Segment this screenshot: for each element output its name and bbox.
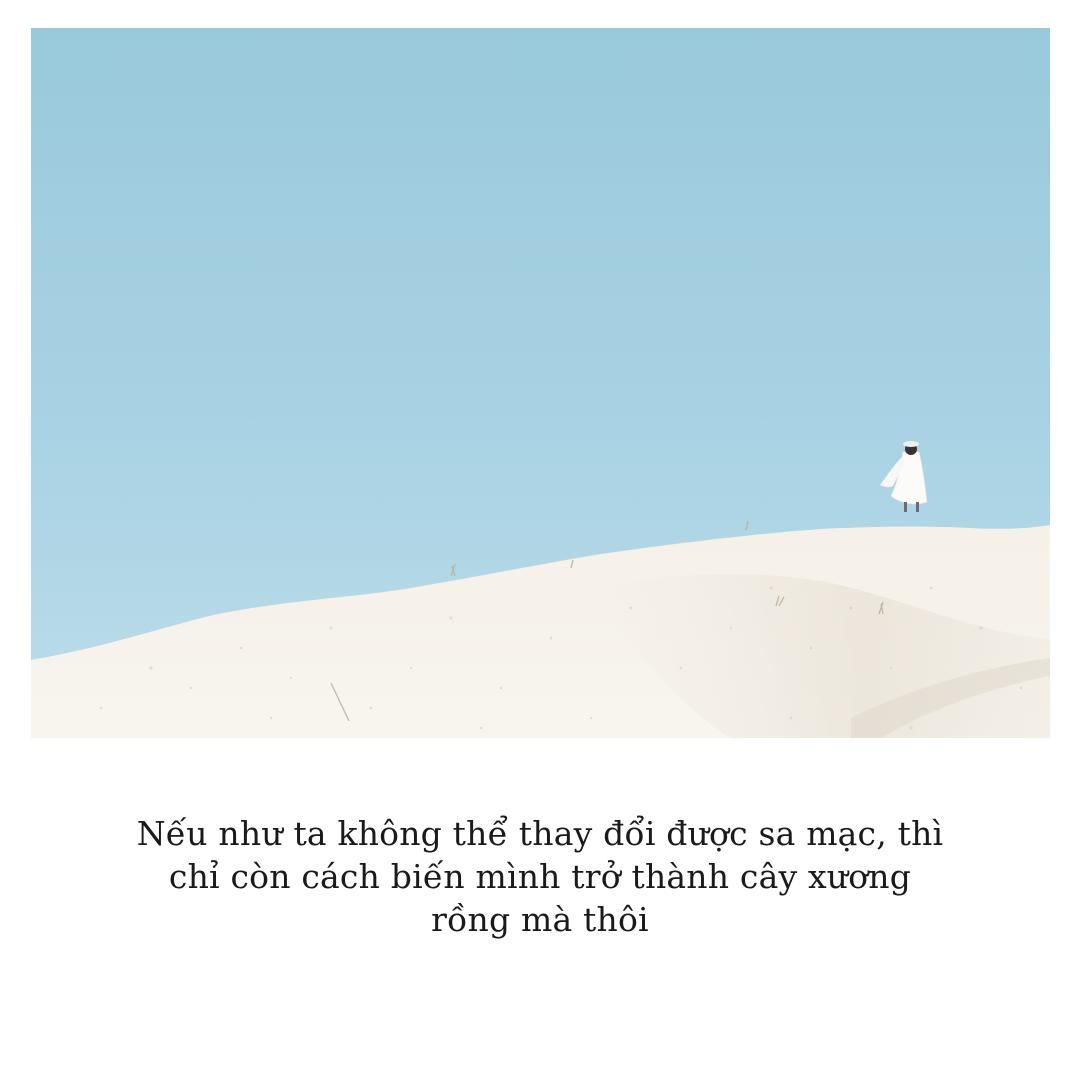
caption-line-1: Nếu như ta không thể thay đổi được sa mạc, thì <box>136 814 944 853</box>
photo-canvas <box>31 28 1050 738</box>
landscape-photo <box>31 28 1050 738</box>
caption-line-3: rồng mà thôi <box>431 900 649 939</box>
caption-line-2: chỉ còn cách biến mình trở thành cây xương <box>168 857 912 896</box>
quote-caption <box>90 812 990 941</box>
